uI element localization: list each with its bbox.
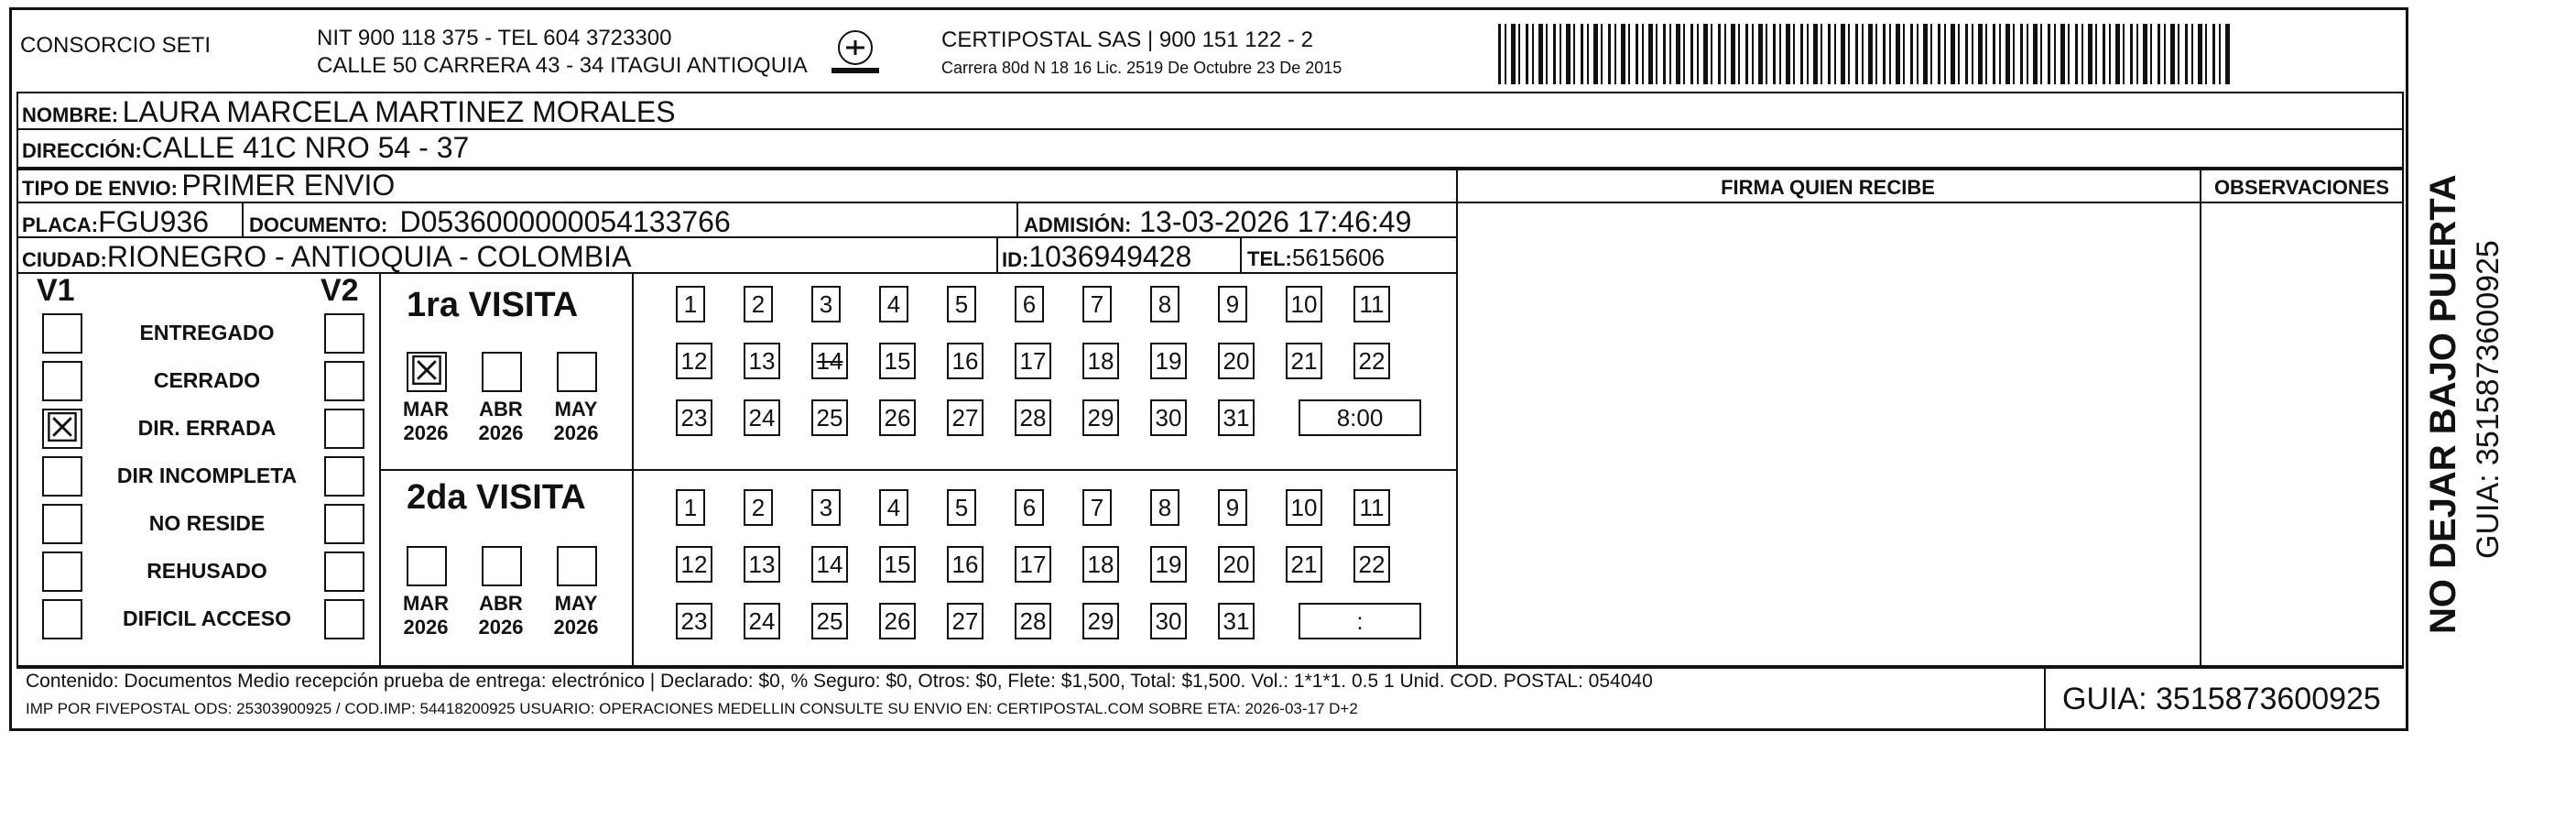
day-box[interactable]: 10 — [1286, 286, 1322, 322]
day-box[interactable]: 2 — [744, 489, 773, 526]
status-label: REHUSADO — [147, 559, 267, 583]
day-box[interactable]: 1 — [676, 489, 705, 526]
recipient-address: CALLE 41C NRO 54 - 37 — [141, 131, 470, 164]
signature-header: FIRMA QUIEN RECIBE — [1721, 176, 1935, 199]
day-box[interactable]: 17 — [1015, 343, 1051, 379]
day-box[interactable]: 4 — [879, 489, 908, 526]
address-line: CALLE 50 CARRERA 43 - 34 ITAGUI ANTIOQUIA — [317, 53, 808, 78]
v1-checkbox[interactable] — [42, 361, 82, 401]
day-box[interactable]: 3 — [811, 286, 841, 322]
v2-label: V2 — [321, 273, 359, 308]
month-label: MAR 2026 — [402, 592, 450, 639]
month-checkbox[interactable] — [482, 352, 522, 392]
day-box[interactable]: 6 — [1015, 489, 1044, 526]
month-label: MAR 2026 — [402, 398, 450, 444]
day-box[interactable]: 7 — [1082, 286, 1112, 322]
day-box[interactable]: 20 — [1218, 343, 1255, 379]
day-box[interactable]: 30 — [1150, 603, 1187, 639]
recipient-name: LAURA MARCELA MARTINEZ MORALES — [122, 95, 676, 128]
day-box[interactable]: 11 — [1353, 286, 1390, 322]
second-visit-title: 2da VISITA — [407, 478, 586, 517]
month-checkbox[interactable] — [407, 546, 447, 586]
day-box[interactable]: 15 — [879, 546, 916, 583]
v2-checkbox[interactable] — [324, 361, 364, 401]
day-box[interactable]: 6 — [1015, 286, 1044, 322]
day-box[interactable]: 19 — [1150, 546, 1187, 583]
status-label: DIR INCOMPLETA — [116, 464, 298, 487]
v2-checkbox[interactable] — [324, 504, 364, 544]
day-box[interactable]: 16 — [947, 546, 984, 583]
observations-header: OBSERVACIONES — [2213, 176, 2390, 199]
footer-line-2: IMP POR FIVEPOSTAL ODS: 25303900925 / COD.IMP: 54418200925 USUARIO: OPERACIONES MEDELLIN CONSULTE SU ENVIO EN: CERTIPOSTAL.COM SOBRE ETA: 2026-03-17 D+2 — [26, 700, 1358, 717]
month-checkbox[interactable] — [557, 352, 597, 392]
day-box[interactable]: 13 — [744, 546, 780, 583]
company-name: CONSORCIO SETI — [20, 33, 212, 58]
v1-checkbox[interactable] — [42, 552, 82, 592]
day-box[interactable]: 31 — [1218, 603, 1255, 639]
day-box[interactable]: 24 — [744, 603, 780, 639]
day-box[interactable]: 5 — [947, 286, 976, 322]
month-label: MAY 2026 — [553, 592, 599, 639]
month-checkbox[interactable] — [482, 546, 522, 586]
day-box[interactable]: 14 — [811, 343, 848, 379]
day-box[interactable]: 18 — [1082, 546, 1119, 583]
day-box[interactable]: 3 — [811, 489, 841, 526]
v1-label: V1 — [37, 273, 75, 308]
v1-checkbox[interactable]: ☒ — [42, 409, 82, 449]
address-row: DIRECCIÓN:CALLE 41C NRO 54 - 37 — [22, 131, 470, 164]
day-box[interactable]: 21 — [1286, 546, 1322, 583]
day-box[interactable]: 18 — [1082, 343, 1119, 379]
v1-checkbox[interactable] — [42, 456, 82, 497]
month-label: MAY 2026 — [553, 398, 599, 444]
day-box[interactable]: 15 — [879, 343, 916, 379]
day-box[interactable]: 26 — [879, 603, 916, 639]
side-warning: NO DEJAR BAJO PUERTA — [2423, 174, 2463, 634]
month-checkbox[interactable]: ☒ — [407, 352, 447, 392]
v2-checkbox[interactable] — [324, 599, 364, 639]
v1-checkbox[interactable] — [42, 313, 82, 354]
time-box[interactable]: : — [1299, 603, 1421, 639]
footer-line-1: Contenido: Documentos Medio recepción prueba de entrega: electrónico | Declarado: $0, % Seguro: $0, Otros: $0, Flete: $1,500, Total: $1,500. Vol.: 1*1*1. 0.5 1 Unid. COD. POSTAL: 054040 — [26, 671, 1653, 692]
barcode — [1498, 24, 2231, 84]
day-box[interactable]: 31 — [1218, 399, 1255, 436]
status-label: NO RESIDE — [148, 511, 266, 535]
status-label: DIFICIL ACCESO — [122, 606, 291, 630]
status-label: DIR. ERRADA — [137, 416, 277, 440]
day-box[interactable]: 7 — [1082, 489, 1112, 526]
day-box[interactable]: 28 — [1015, 603, 1051, 639]
day-box[interactable]: 2 — [744, 286, 773, 322]
footer-guia: GUIA: 3515873600925 — [2062, 682, 2381, 716]
day-box[interactable]: 22 — [1353, 343, 1390, 379]
day-box[interactable]: 19 — [1150, 343, 1187, 379]
day-box[interactable]: 21 — [1286, 343, 1322, 379]
v2-checkbox[interactable] — [324, 409, 364, 449]
status-label: ENTREGADO — [139, 321, 275, 344]
first-visit-title: 1ra VISITA — [407, 286, 579, 324]
day-box[interactable]: 30 — [1150, 399, 1187, 436]
day-box[interactable]: 16 — [947, 343, 984, 379]
day-box[interactable]: 20 — [1218, 546, 1255, 583]
nit-line: NIT 900 118 375 - TEL 604 3723300 — [317, 26, 672, 50]
day-box[interactable]: 1 — [676, 286, 705, 322]
day-box[interactable]: 28 — [1015, 399, 1051, 436]
day-box[interactable]: 14 — [811, 546, 848, 583]
day-box[interactable]: 4 — [879, 286, 908, 322]
v2-checkbox[interactable] — [324, 456, 364, 497]
day-box[interactable]: 26 — [879, 399, 916, 436]
month-label: ABR 2026 — [478, 398, 524, 444]
day-box[interactable]: 9 — [1218, 286, 1247, 322]
v2-checkbox[interactable] — [324, 552, 364, 592]
side-guia: GUIA: 3515873600925 — [2471, 240, 2505, 559]
v1-checkbox[interactable] — [42, 599, 82, 639]
carrier-license: Carrera 80d N 18 16 Lic. 2519 De Octubre 23 De 2015 — [941, 59, 1342, 77]
day-box[interactable]: 17 — [1015, 546, 1051, 583]
tel-row: TEL:5615606 — [1247, 244, 1386, 271]
day-box[interactable]: 29 — [1082, 603, 1119, 639]
day-box[interactable]: 5 — [947, 489, 976, 526]
v2-checkbox[interactable] — [324, 313, 364, 354]
day-box[interactable]: 11 — [1353, 489, 1390, 526]
day-box[interactable]: 10 — [1286, 489, 1322, 526]
time-box[interactable]: 8:00 — [1299, 399, 1421, 436]
day-box[interactable]: 23 — [676, 399, 712, 436]
city-row: CIUDAD:RIONEGRO - ANTIOQUIA - COLOMBIA — [22, 240, 632, 273]
day-box[interactable]: 27 — [947, 603, 984, 639]
id-row: ID:1036949428 — [1002, 240, 1192, 273]
day-box[interactable]: 12 — [676, 343, 712, 379]
type-row: TIPO DE ENVIO: PRIMER ENVIO — [22, 169, 396, 202]
day-box[interactable]: 13 — [744, 343, 780, 379]
status-label: CERRADO — [153, 368, 261, 392]
day-box[interactable]: 9 — [1218, 489, 1247, 526]
day-box[interactable]: 29 — [1082, 399, 1119, 436]
day-box[interactable]: 23 — [676, 603, 712, 639]
plate-row: PLACA:FGU936 — [22, 205, 210, 238]
document-row: DOCUMENTO: D0536000000054133766 — [249, 205, 731, 238]
day-box[interactable]: 8 — [1150, 286, 1179, 322]
admission-row: ADMISIÓN: 13-03-2026 17:46:49 — [1024, 205, 1412, 238]
day-box[interactable]: 22 — [1353, 546, 1390, 583]
day-box[interactable]: 12 — [676, 546, 712, 583]
day-box[interactable]: 25 — [811, 603, 848, 639]
name-row: NOMBRE: LAURA MARCELA MARTINEZ MORALES — [22, 95, 676, 128]
day-box[interactable]: 25 — [811, 399, 848, 436]
day-box[interactable]: 8 — [1150, 489, 1179, 526]
day-box[interactable]: 27 — [947, 399, 984, 436]
month-label: ABR 2026 — [478, 592, 524, 639]
v1-checkbox[interactable] — [42, 504, 82, 544]
day-box[interactable]: 24 — [744, 399, 780, 436]
carrier-logo — [828, 27, 883, 79]
carrier-line: CERTIPOSTAL SAS | 900 151 122 - 2 — [941, 27, 1313, 52]
month-checkbox[interactable] — [557, 546, 597, 586]
